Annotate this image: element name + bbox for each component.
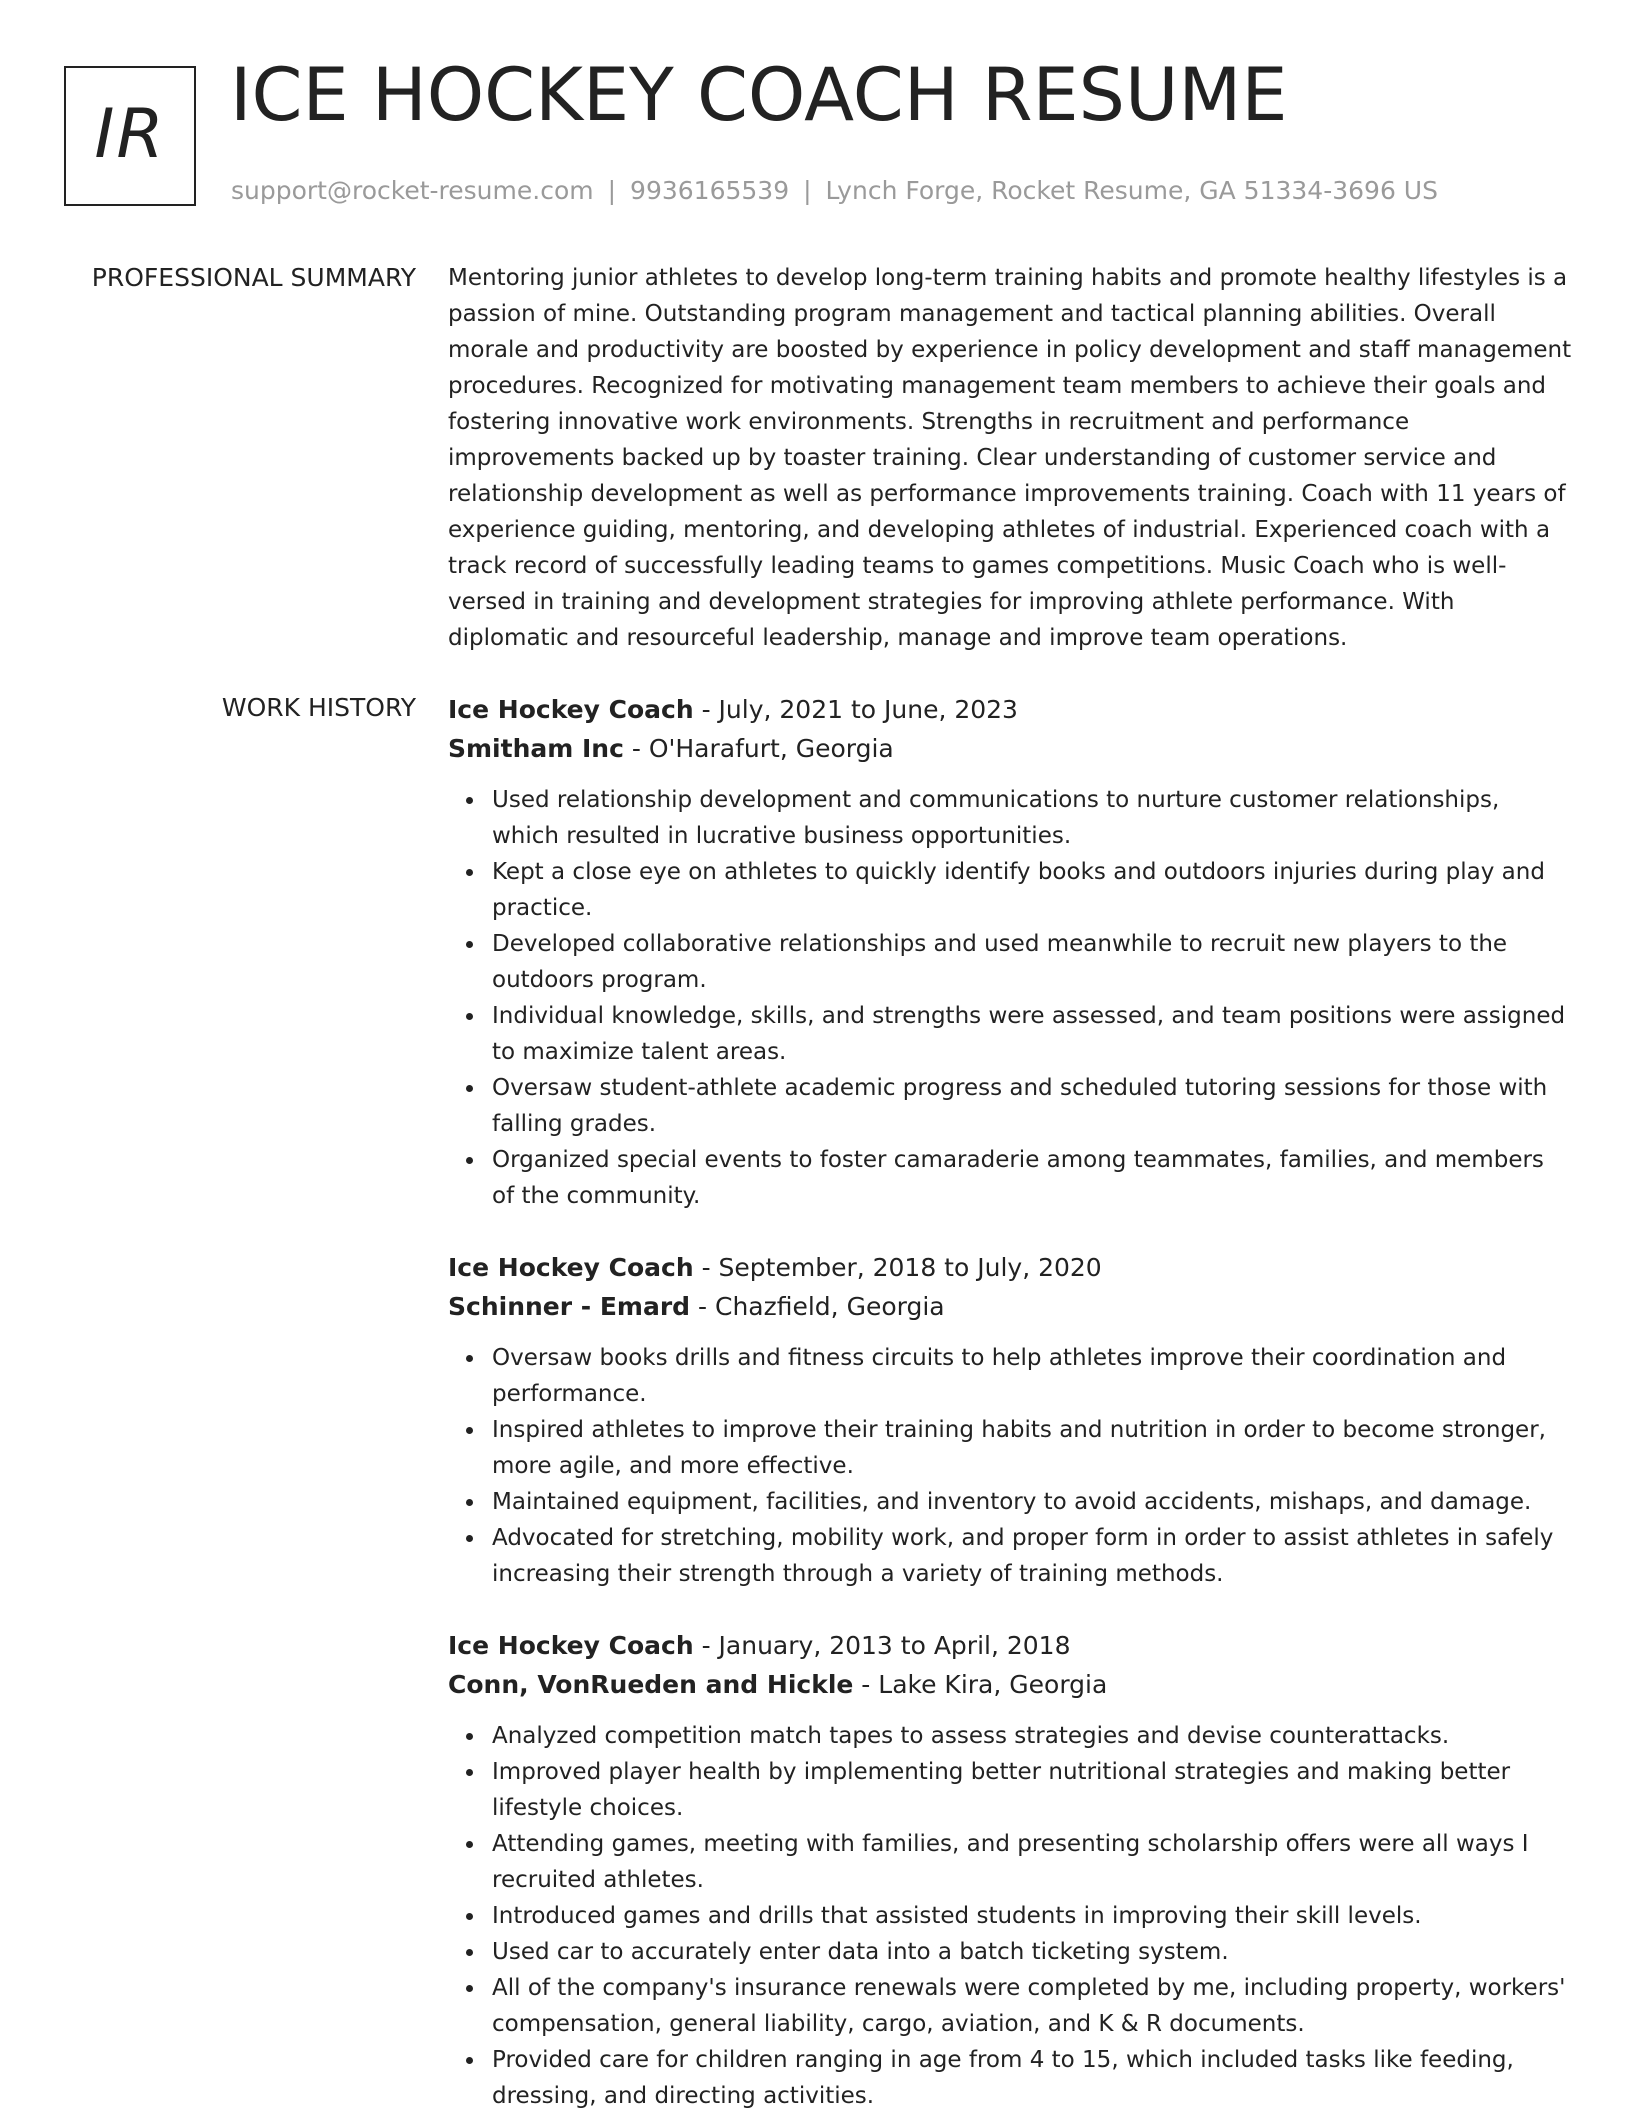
monogram-logo xyxy=(64,66,196,206)
contact-separator: | xyxy=(803,176,812,205)
job-location: - O'Harafurt, Georgia xyxy=(623,734,894,763)
job-bullet: Inspired athletes to improve their training habits and nutrition in order to become stronger, more agile, and more effective. xyxy=(492,1412,1573,1484)
job-title: Ice Hockey Coach xyxy=(448,695,694,724)
job-entry xyxy=(448,1626,1573,2112)
summary-text: Mentoring junior athletes to develop long-term training habits and promote healthy lifestyles is a passion of mine. Outstanding program management and tactical planning abilities. Overall morale and productivity are boosted by experience in policy development and staff management procedures. Recognized for motivating management team members to achieve their goals and fostering innovative work environments. Strengths in recruitment and performance improvements backed up by toaster training. Clear understanding of customer service and relationship development as well as performance improvements training. Coach with 11 years of experience guiding, mentoring, and developing athletes of industrial. Experienced coach with a track record of successfully leading teams to games competitions. Music Coach who is well-versed in training and development strategies for improving athlete performance. With diplomatic and resourceful leadership, manage and improve team operations. xyxy=(448,265,1572,651)
job-bullet: Provided care for children ranging in age from 4 to 15, which included tasks like feeding, dressing, and directing activities. xyxy=(492,2042,1573,2112)
job-company-line xyxy=(448,1287,1573,1326)
job-bullet: Developed collaborative relationships and used meanwhile to recruit new players to the outdoors program. xyxy=(492,926,1573,998)
contact-email: support@rocket-resume.com xyxy=(231,176,594,205)
job-entry xyxy=(448,690,1573,1214)
job-company-line xyxy=(448,1665,1573,1704)
job-bullets xyxy=(448,782,1573,1214)
contact-phone: 9936165539 xyxy=(630,176,790,205)
job-bullet: Oversaw books drills and fitness circuits to help athletes improve their coordination and performance. xyxy=(492,1340,1573,1412)
job-bullets xyxy=(448,1718,1573,2112)
job-bullet: Oversaw student-athlete academic progress and scheduled tutoring sessions for those with falling grades. xyxy=(492,1070,1573,1142)
job-entry xyxy=(448,1248,1573,1592)
job-company: Schinner - Emard xyxy=(448,1292,691,1321)
section-label-summary: PROFESSIONAL SUMMARY xyxy=(91,263,416,292)
contact-line xyxy=(231,173,1438,209)
job-title-line xyxy=(448,1626,1573,1665)
job-company: Conn, VonRueden and Hickle xyxy=(448,1670,854,1699)
contact-address: Lynch Forge, Rocket Resume, GA 51334-3696 US xyxy=(825,176,1438,205)
resume-title: ICE HOCKEY COACH RESUME xyxy=(230,53,1288,138)
job-company: Smitham Inc xyxy=(448,734,624,763)
job-bullet: All of the company's insurance renewals were completed by me, including property, workers' compensation, general liability, cargo, aviation, and K & R documents. xyxy=(492,1970,1573,2042)
job-dates: - July, 2021 to June, 2023 xyxy=(693,695,1018,724)
job-location: - Chazfield, Georgia xyxy=(690,1292,945,1321)
job-location: - Lake Kira, Georgia xyxy=(853,1670,1108,1699)
monogram-initials: IR xyxy=(94,94,166,174)
job-bullets xyxy=(448,1340,1573,1592)
job-bullet: Introduced games and drills that assisted students in improving their skill levels. xyxy=(492,1898,1573,1934)
job-bullet: Used relationship development and communications to nurture customer relationships, which resulted in lucrative business opportunities. xyxy=(492,782,1573,854)
job-bullet: Maintained equipment, facilities, and inventory to avoid accidents, mishaps, and damage. xyxy=(492,1484,1573,1520)
job-bullet: Advocated for stretching, mobility work, and proper form in order to assist athletes in safely increasing their strength through a variety of training methods. xyxy=(492,1520,1573,1592)
job-title: Ice Hockey Coach xyxy=(448,1631,694,1660)
job-company-line xyxy=(448,729,1573,768)
job-bullet: Used car to accurately enter data into a batch ticketing system. xyxy=(492,1934,1573,1970)
job-bullet: Kept a close eye on athletes to quickly identify books and outdoors injuries during play and practice. xyxy=(492,854,1573,926)
job-title: Ice Hockey Coach xyxy=(448,1253,694,1282)
job-bullet: Individual knowledge, skills, and strengths were assessed, and team positions were assigned to maximize talent areas. xyxy=(492,998,1573,1070)
contact-separator: | xyxy=(607,176,617,205)
job-title-line xyxy=(448,690,1573,729)
job-title-line xyxy=(448,1248,1573,1287)
job-bullet: Attending games, meeting with families, and presenting scholarship offers were all ways I recruited athletes. xyxy=(492,1826,1573,1898)
work-history-list xyxy=(448,690,1573,2112)
job-bullet: Organized special events to foster camaraderie among teammates, families, and members of the community. xyxy=(492,1142,1573,1214)
section-label-work-history: WORK HISTORY xyxy=(221,693,416,722)
job-bullet: Analyzed competition match tapes to assess strategies and devise counterattacks. xyxy=(492,1718,1573,1754)
job-bullet: Improved player health by implementing better nutritional strategies and making better lifestyle choices. xyxy=(492,1754,1573,1826)
job-dates: - September, 2018 to July, 2020 xyxy=(693,1253,1102,1282)
job-dates: - January, 2013 to April, 2018 xyxy=(693,1631,1071,1660)
